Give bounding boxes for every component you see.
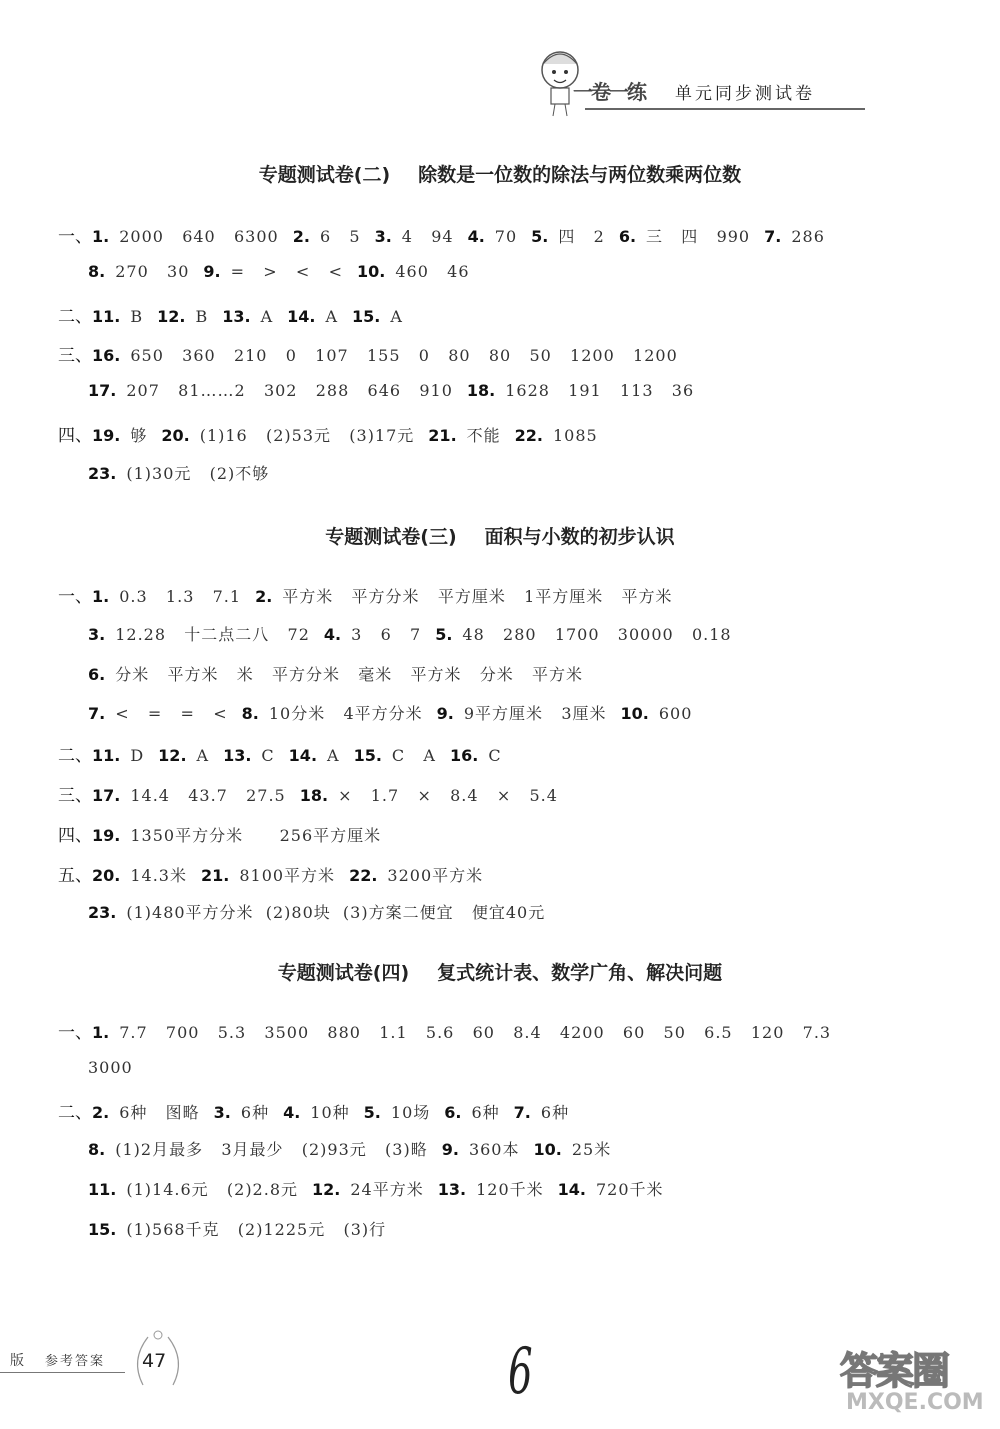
question-number: 9. bbox=[203, 261, 221, 281]
question-number: 20. bbox=[161, 426, 190, 445]
answer-value: 3200平方米 bbox=[387, 865, 484, 885]
answer-value: 10种 bbox=[310, 1102, 350, 1122]
answer-value: 0.3 1.3 7.1 bbox=[119, 587, 242, 606]
question-number: 1. bbox=[92, 587, 110, 606]
answer-value: 460 46 bbox=[395, 261, 470, 281]
question-number: 15. bbox=[88, 1220, 117, 1239]
handwritten-mark: 6 bbox=[508, 1335, 533, 1409]
question-number: 18. bbox=[299, 786, 329, 805]
answer-value: 650 360 210 0 107 155 0 80 80 50 1200 1200 bbox=[130, 346, 678, 366]
answer-value: (1)14.6元 (2)2.8元 bbox=[126, 1180, 299, 1200]
question-number: 10. bbox=[620, 704, 649, 724]
watermark-title: 答案圈 bbox=[840, 1349, 949, 1393]
answer-value: B bbox=[130, 306, 144, 326]
answer-line bbox=[58, 1018, 831, 1043]
answer-value: 6 5 bbox=[319, 227, 361, 246]
answer-value: 平方米 平方分米 平方厘米 1平方厘米 平方米 bbox=[282, 587, 673, 606]
answer-value: 4 94 bbox=[401, 227, 454, 246]
section-topic: 除数是一位数的除法与两位数乘两位数 bbox=[418, 164, 742, 186]
footer-rule bbox=[0, 1372, 125, 1373]
part-marker: 四、 bbox=[58, 825, 92, 846]
answer-value: 25米 bbox=[571, 1140, 612, 1160]
answer-value: 286 bbox=[791, 227, 825, 246]
question-number: 14. bbox=[557, 1180, 586, 1200]
answer-value: 720千米 bbox=[595, 1180, 664, 1200]
part-marker: 三、 bbox=[58, 346, 92, 367]
answer-value: 1628 191 113 36 bbox=[505, 381, 695, 401]
question-number: 9. bbox=[441, 1140, 459, 1160]
answer-value: 6种 图略 bbox=[119, 1102, 200, 1122]
question-number: 20. bbox=[92, 865, 121, 885]
answer-value: 6种 bbox=[540, 1102, 570, 1122]
question-number: 15. bbox=[353, 746, 382, 766]
answer-value: 9平方厘米 3厘米 bbox=[463, 704, 607, 724]
answer-value: A bbox=[260, 306, 274, 326]
question-number: 14. bbox=[288, 746, 318, 766]
section-title bbox=[0, 522, 1000, 549]
answer-value: 3000 bbox=[88, 1057, 133, 1077]
question-number: 15. bbox=[352, 306, 381, 326]
answer-value: 207 81……2 302 288 646 910 bbox=[126, 381, 453, 401]
answer-value: C bbox=[488, 746, 502, 766]
answer-line bbox=[58, 741, 502, 766]
answer-value: 14.3米 bbox=[130, 865, 187, 885]
answer-line bbox=[88, 1137, 611, 1160]
question-number: 11. bbox=[92, 306, 121, 326]
answer-value: 1085 bbox=[553, 426, 598, 445]
question-number: 22. bbox=[514, 426, 543, 445]
answer-line bbox=[88, 381, 694, 400]
question-number: 13. bbox=[222, 306, 251, 326]
section-test-name: 专题测试卷(二) bbox=[258, 164, 391, 186]
answer-value: (1)16 (2)53元 (3)17元 bbox=[199, 426, 415, 445]
question-number: 11. bbox=[88, 1180, 117, 1200]
answer-line bbox=[88, 1217, 386, 1240]
header-rule bbox=[585, 108, 865, 110]
answer-line bbox=[88, 1058, 133, 1077]
answer-value: 10场 bbox=[390, 1102, 431, 1122]
question-number: 23. bbox=[88, 903, 117, 923]
answer-value: A bbox=[327, 746, 340, 766]
answer-line bbox=[58, 341, 678, 366]
question-number: 23. bbox=[88, 463, 117, 483]
answer-value: 12.28 十二点二八 72 bbox=[115, 624, 310, 644]
question-number: 16. bbox=[449, 746, 479, 766]
part-marker: 一、 bbox=[58, 227, 92, 247]
question-number: 12. bbox=[157, 306, 186, 326]
question-number: 17. bbox=[88, 381, 117, 401]
part-marker: 二、 bbox=[58, 306, 92, 327]
answer-line bbox=[88, 701, 692, 724]
question-number: 10. bbox=[357, 261, 386, 281]
question-number: 5. bbox=[435, 624, 453, 644]
answer-value: 6种 bbox=[240, 1102, 270, 1122]
question-number: 14. bbox=[287, 306, 316, 326]
question-number: 21. bbox=[200, 865, 230, 885]
answer-value: 2000 640 6300 bbox=[119, 227, 279, 246]
answer-value: A bbox=[196, 746, 210, 766]
section-topic: 面积与小数的初步认识 bbox=[484, 526, 675, 548]
question-number: 11. bbox=[92, 746, 121, 766]
answer-value: (1)480平方分米 (2)80块 (3)方案二便宜 便宜40元 bbox=[126, 903, 546, 923]
question-number: 4. bbox=[323, 624, 342, 644]
brand-logo-text: 一卷一练 bbox=[573, 80, 645, 104]
answer-line bbox=[88, 900, 545, 923]
answer-value: 70 bbox=[494, 227, 518, 246]
answer-value: 8100平方米 bbox=[239, 865, 336, 885]
answer-line bbox=[58, 781, 558, 806]
answer-value: 48 280 1700 30000 0.18 bbox=[462, 624, 732, 644]
part-marker: 二、 bbox=[58, 1102, 92, 1123]
question-number: 8. bbox=[88, 1140, 106, 1160]
answer-value: 1350平方分米 256平方厘米 bbox=[130, 825, 382, 845]
watermark-url: MXQE.COM bbox=[846, 1390, 984, 1415]
answer-line bbox=[58, 421, 598, 446]
question-number: 7. bbox=[88, 704, 106, 724]
part-marker: 四、 bbox=[58, 426, 92, 446]
question-number: 18. bbox=[466, 381, 496, 401]
part-marker: 二、 bbox=[58, 746, 92, 767]
answer-value: (1)30元 (2)不够 bbox=[126, 463, 270, 483]
answer-line bbox=[88, 461, 269, 484]
answer-value: 24平方米 bbox=[350, 1180, 424, 1200]
question-number: 3. bbox=[88, 624, 106, 644]
answer-value: 600 bbox=[658, 704, 693, 724]
page-header bbox=[525, 40, 875, 130]
question-number: 12. bbox=[312, 1180, 341, 1200]
question-number: 21. bbox=[428, 426, 457, 445]
section-topic: 复式统计表、数学广角、解决问题 bbox=[437, 962, 723, 984]
question-number: 17. bbox=[92, 786, 121, 805]
answer-value: 10分米 4平方分米 bbox=[268, 704, 423, 724]
footer-label: 参考答案 bbox=[45, 1354, 106, 1369]
question-number: 6. bbox=[88, 664, 106, 684]
answer-value: (1)568千克 (2)1225元 (3)行 bbox=[126, 1220, 387, 1239]
question-number: 13. bbox=[437, 1180, 467, 1200]
page-number: 47 bbox=[142, 1350, 167, 1372]
answer-line bbox=[58, 1098, 569, 1123]
answer-value: 四 2 bbox=[558, 227, 605, 246]
question-number: 3. bbox=[213, 1102, 231, 1122]
answer-value: 3 6 7 bbox=[351, 624, 422, 644]
question-number: 9. bbox=[436, 704, 454, 724]
question-number: 19. bbox=[92, 825, 121, 845]
question-number: 4. bbox=[467, 227, 485, 246]
answer-line bbox=[88, 262, 470, 281]
answer-line bbox=[88, 1177, 664, 1200]
question-number: 1. bbox=[92, 1023, 110, 1042]
part-marker: 三、 bbox=[58, 786, 92, 806]
answer-value: C A bbox=[391, 746, 436, 766]
question-number: 2. bbox=[92, 1102, 110, 1122]
header-subtitle: 单元同步测试卷 bbox=[675, 84, 815, 104]
question-number: 22. bbox=[349, 865, 378, 885]
question-number: 7. bbox=[764, 227, 782, 246]
watermark bbox=[840, 1340, 995, 1425]
answer-value: (1)2月最多 3月最少 (2)93元 (3)略 bbox=[115, 1140, 428, 1160]
answer-line bbox=[88, 662, 583, 685]
part-marker: 一、 bbox=[58, 587, 92, 607]
section-title bbox=[0, 958, 1000, 985]
answer-value: 分米 平方米 米 平方分米 毫米 平方米 分米 平方米 bbox=[115, 664, 584, 684]
question-number: 6. bbox=[618, 227, 637, 246]
answer-value: 360本 bbox=[468, 1140, 520, 1160]
answer-line bbox=[58, 582, 673, 607]
question-number: 7. bbox=[513, 1102, 531, 1122]
question-number: 16. bbox=[92, 346, 121, 366]
question-number: 13. bbox=[223, 746, 252, 766]
answer-value: C bbox=[261, 746, 275, 766]
answer-line bbox=[58, 302, 403, 327]
page-footer bbox=[0, 1325, 200, 1405]
answer-value: 120千米 bbox=[476, 1180, 544, 1200]
question-number: 5. bbox=[363, 1102, 381, 1122]
answer-value: × 1.7 × 8.4 × 5.4 bbox=[338, 786, 558, 805]
question-number: 6. bbox=[444, 1102, 462, 1122]
answer-value: 不能 bbox=[466, 426, 501, 445]
answer-value: 7.7 700 5.3 3500 880 1.1 5.6 60 8.4 4200 60 50 6.5 120 7.3 bbox=[119, 1023, 832, 1042]
question-number: 10. bbox=[533, 1140, 562, 1160]
question-number: 8. bbox=[88, 261, 106, 281]
answer-value: 270 30 bbox=[115, 261, 190, 281]
question-number: 19. bbox=[92, 426, 121, 445]
question-number: 5. bbox=[531, 227, 549, 246]
section-test-name: 专题测试卷(四) bbox=[277, 962, 410, 984]
answer-line bbox=[58, 861, 483, 886]
question-number: 2. bbox=[292, 227, 310, 246]
answer-line bbox=[88, 622, 732, 645]
question-number: 4. bbox=[283, 1102, 301, 1122]
question-number: 8. bbox=[241, 704, 259, 724]
footer-edition: 版 bbox=[10, 1353, 24, 1369]
answer-value: D bbox=[130, 746, 145, 766]
answer-line bbox=[58, 222, 825, 247]
answer-value: 6种 bbox=[471, 1102, 500, 1122]
answer-value: A bbox=[325, 306, 339, 326]
answer-value: B bbox=[195, 306, 209, 326]
question-number: 3. bbox=[374, 227, 392, 246]
answer-value: = > < < bbox=[230, 261, 343, 281]
answer-line bbox=[58, 821, 381, 846]
part-marker: 五、 bbox=[58, 865, 92, 886]
question-number: 12. bbox=[158, 746, 187, 766]
answer-value: 够 bbox=[130, 426, 148, 445]
question-number: 2. bbox=[255, 587, 273, 606]
answer-value: 三 四 990 bbox=[646, 227, 751, 246]
section-title bbox=[0, 160, 1000, 187]
section-test-name: 专题测试卷(三) bbox=[325, 526, 457, 548]
answer-value: < = = < bbox=[115, 704, 228, 724]
question-number: 1. bbox=[92, 227, 110, 246]
answer-value: 14.4 43.7 27.5 bbox=[130, 786, 286, 805]
answer-value: A bbox=[390, 306, 403, 326]
part-marker: 一、 bbox=[58, 1023, 92, 1043]
